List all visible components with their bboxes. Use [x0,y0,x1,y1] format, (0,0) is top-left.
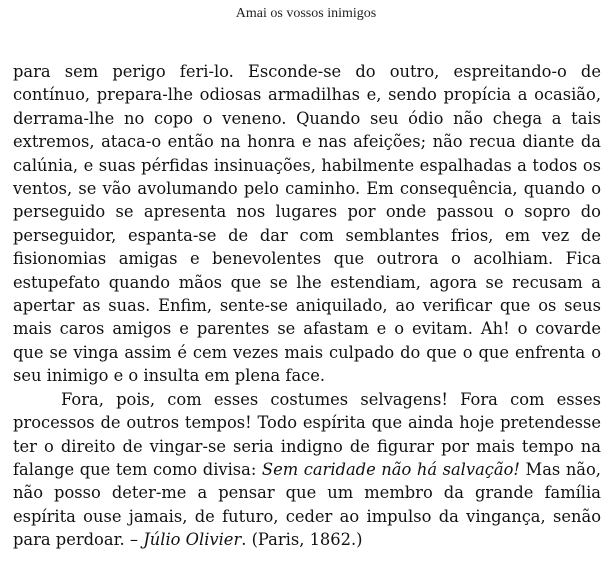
body-text [13,60,601,552]
citation: . (Paris, 1862.) [241,530,363,550]
running-header: Amai os vossos inimigos [235,6,377,21]
paragraph-2-text-a: Fora, pois, com esses costumes selvagens! Fora com esses processos de outros tempos! Todo espírita que ainda hoje pretendesse ter o direito de vingar-se seria indigno de figurar por mais tempo na falange que tem como divisa: [13,389,601,479]
paragraph-2-text-b: Mas não, não posso deter-me a pensar que um membro da grande família espírita ouse jamais, de futuro, ceder ao impulso da vingança, senão para perdoar. – [13,459,601,550]
motto: Sem caridade não há salvação! [261,459,520,479]
author-name: Júlio Olivier [143,530,242,550]
paragraph-1: para sem perigo feri-lo. Esconde-se do outro, espreitando-o de contínuo, prepara-lhe odiosas armadilhas e, sendo propícia a ocasião, derrama-lhe no copo o veneno. Quando seu ódio não chega a tais extremos, ataca-o então na honra e nas afeições; não recua diante da calúnia, e suas pérfidas insinuações, habilmente espalhadas a todos os ventos, se vão avolumando pelo caminho. Em consequência, quando o perseguido se apresenta nos lugares por onde passou o sopro do perseguidor, espanta-se de dar com semblantes frios, em vez de fisionomias amigas e benevolentes que outrora o acolhiam. Fica estupefato quando mãos que se lhe estendiam, agora se recusam a apertar as suas. Enfim, sente-se aniquilado, ao verificar que os seus mais caros amigos e parentes se afastam e o evitam. Ah! o covarde que se vinga assim é cem vezes mais culpado do que o que enfrenta o seu inimigo e o insulta em plena face. [13,62,601,386]
paragraph-2 [13,388,601,552]
